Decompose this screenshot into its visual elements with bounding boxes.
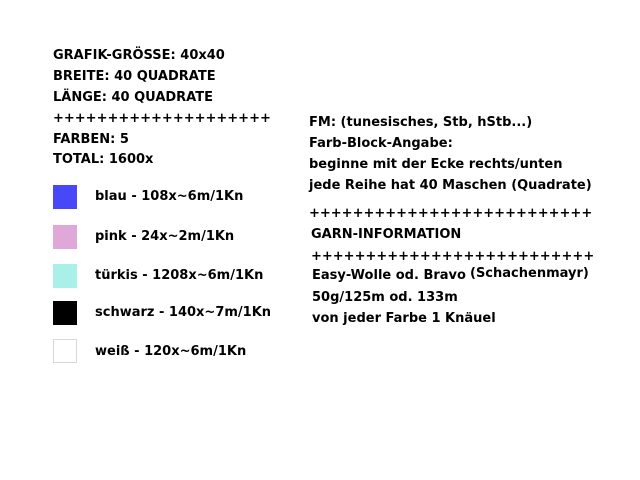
color-swatch-weiss bbox=[53, 339, 77, 363]
garn-line-3: von jeder Farbe 1 Knäuel bbox=[312, 311, 496, 326]
color-swatch-tuerkis bbox=[53, 264, 77, 288]
color-swatch-schwarz bbox=[53, 301, 77, 325]
color-label-pink: pink - 24x~2m/1Kn bbox=[95, 229, 235, 244]
garn-brand: (Schachenmayr) bbox=[470, 266, 589, 281]
garn-information-heading: GARN-INFORMATION bbox=[311, 227, 462, 242]
grafik-groesse-text: GRAFIK-GRÖSSE: 40x40 bbox=[53, 48, 225, 63]
breite-text: BREITE: 40 QUADRATE bbox=[53, 69, 216, 84]
farb-block-heading: Farb-Block-Angabe: bbox=[309, 136, 453, 151]
beginne-text: beginne mit der Ecke rechts/unten bbox=[309, 157, 563, 172]
right-separator-top: ++++++++++++++++++++++++++ bbox=[309, 206, 593, 221]
total-text: TOTAL: 1600x bbox=[53, 152, 154, 167]
garn-line-1: Easy-Wolle od. Bravo bbox=[312, 268, 466, 283]
color-label-blau: blau - 108x~6m/1Kn bbox=[95, 189, 244, 204]
color-swatch-blau bbox=[53, 185, 77, 209]
color-swatch-pink bbox=[53, 225, 77, 249]
color-label-tuerkis: türkis - 1208x~6m/1Kn bbox=[95, 268, 264, 283]
left-separator: ++++++++++++++++++++ bbox=[53, 111, 271, 126]
laenge-text: LÄNGE: 40 QUADRATE bbox=[53, 90, 213, 105]
farben-text: FARBEN: 5 bbox=[53, 132, 129, 147]
reihe-text: jede Reihe hat 40 Maschen (Quadrate) bbox=[309, 178, 592, 193]
color-label-weiss: weiß - 120x~6m/1Kn bbox=[95, 344, 247, 359]
fm-text: FM: (tunesisches, Stb, hStb...) bbox=[309, 115, 533, 130]
garn-line-2: 50g/125m od. 133m bbox=[312, 290, 458, 305]
color-label-schwarz: schwarz - 140x~7m/1Kn bbox=[95, 305, 272, 320]
right-separator-bottom: ++++++++++++++++++++++++++ bbox=[311, 249, 595, 264]
